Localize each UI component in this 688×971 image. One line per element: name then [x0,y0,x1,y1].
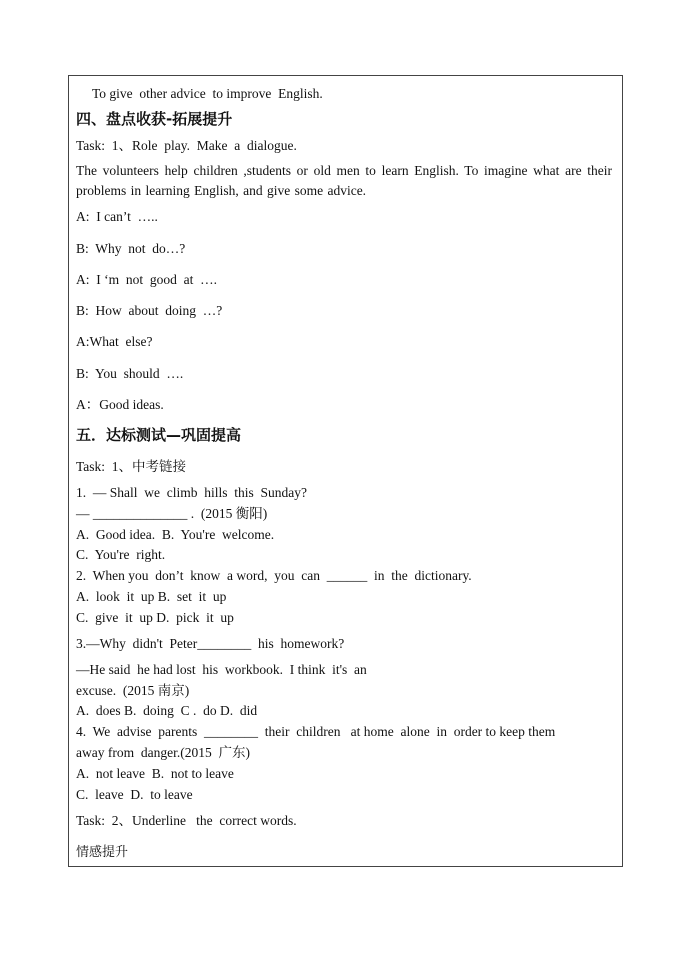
dialogue-line: A: I can’t ….. [76,209,158,224]
advice-line: To give other advice to improve English. [92,86,323,101]
emotion-section-heading: 情感提升 [76,845,129,860]
question-2-options-cd: C. give it up D. pick it up [76,610,234,625]
dialogue-line: B: How about doing …? [76,303,223,318]
task-1-role-play: Task: 1、Role play. Make a dialogue. [76,138,297,153]
question-3: 3.—Why didn't Peter________ his homework? [76,636,345,651]
task-1-exam-link: Task: 1、中考链接 [76,459,187,474]
dialogue-line: B: Why not do…? [76,241,186,256]
question-4: 4. We advise parents ________ their children at home alone in order to keep them [76,724,556,739]
dialogue-line: B: You should …. [76,366,184,381]
task-description-paragraph: The volunteers help children ,students or old men to learn English. To imagine what are their problems in learning English, and give some advice. [76,163,612,198]
question-1-blank: — ______________ . (2015 衡阳) [76,506,268,521]
question-4-options-cd: C. leave D. to leave [76,787,193,802]
question-3-answer: —He said he had lost his workbook. I think it's an [76,662,367,677]
question-1: 1. — Shall we climb hills this Sunday? [76,485,307,500]
question-2: 2. When you don’t know a word, you can ______ in the dictionary. [76,568,472,583]
question-3-options: A. does B. doing C . do D. did [76,703,258,718]
question-2-options-ab: A. look it up B. set it up [76,589,227,604]
question-1-option-c: C. You're right. [76,547,166,562]
task-2-underline: Task: 2、Underline the correct words. [76,813,297,828]
section-4-heading: 四、盘点收获-拓展提升 [76,110,233,128]
question-4-continued: away from danger.(2015 广东) [76,745,250,760]
dialogue-line: A: I ‘m not good at …. [76,272,217,287]
question-1-options-ab: A. Good idea. B. You're welcome. [76,527,275,542]
question-3-answer-end: excuse. (2015 南京) [76,683,190,698]
dialogue-line: A：Good ideas. [76,397,164,412]
section-5-heading: 五．达标测试—巩固提高 [76,426,242,444]
dialogue-line: A:What else? [76,334,153,349]
question-4-options-ab: A. not leave B. not to leave [76,766,234,781]
